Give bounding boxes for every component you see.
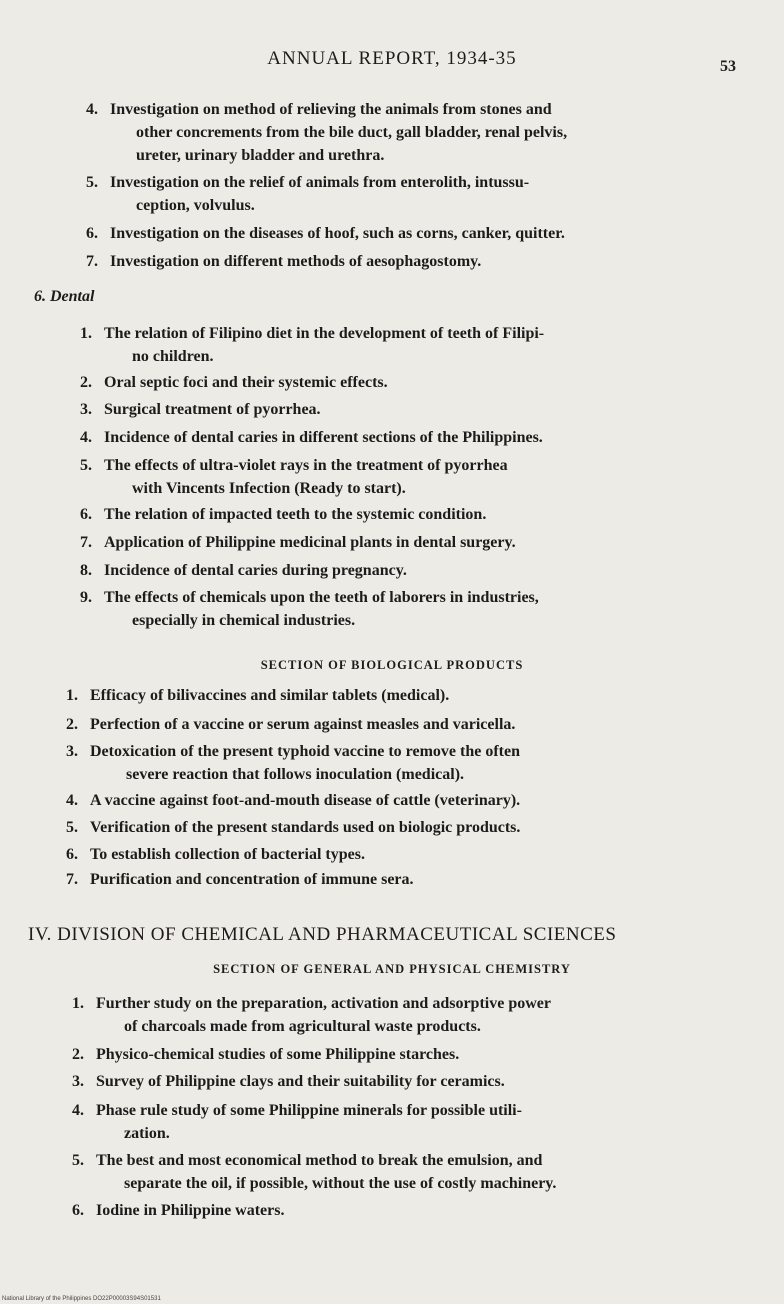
list-item: [72, 1070, 505, 1093]
item-text-line: A vaccine against foot-and-mouth disease of cattle (veterinary).: [90, 792, 521, 809]
page-number: 53: [720, 58, 736, 75]
item-text-line: Survey of Philippine clays and their suitability for ceramics.: [96, 1073, 505, 1090]
item-text-line: Investigation on the diseases of hoof, such as corns, canker, quitter.: [110, 225, 565, 242]
item-number: 7.: [66, 871, 78, 888]
item-text-line: Purification and concentration of immune sera.: [90, 871, 414, 888]
library-footer: National Library of the Philippines DO22P00003S94S01531: [2, 1296, 161, 1302]
item-text-line: Incidence of dental caries during pregnancy.: [104, 562, 407, 579]
item-number: 3.: [66, 743, 78, 760]
list-item: [80, 454, 508, 500]
item-number: 4.: [66, 792, 78, 809]
item-text-line: The effects of ultra-violet rays in the treatment of pyorrhea: [104, 457, 508, 474]
list-item: [86, 171, 529, 217]
item-number: 6.: [72, 1202, 84, 1219]
item-number: 6.: [86, 225, 98, 242]
item-text-line: ception, volvulus.: [136, 197, 255, 214]
item-number: 3.: [80, 401, 92, 418]
item-number: 7.: [80, 534, 92, 551]
item-number: 4.: [86, 101, 98, 118]
item-text-line: The effects of chemicals upon the teeth of laborers in industries,: [104, 589, 539, 606]
item-number: 1.: [80, 325, 92, 342]
item-text-line: with Vincents Infection (Ready to start).: [132, 480, 406, 497]
item-text-line: Further study on the preparation, activation and adsorptive power: [96, 995, 551, 1012]
item-text-line: Investigation on different methods of aesophagostomy.: [110, 253, 482, 270]
item-number: 5.: [72, 1152, 84, 1169]
item-number: 7.: [86, 253, 98, 270]
item-number: 2.: [66, 716, 78, 733]
item-text-line: Physico-chemical studies of some Philippine starches.: [96, 1046, 460, 1063]
running-header: ANNUAL REPORT, 1934-35: [267, 48, 517, 69]
item-text-line: severe reaction that follows inoculation (medical).: [126, 766, 465, 783]
list-item: [80, 322, 544, 368]
item-text-line: no children.: [132, 348, 214, 365]
item-text-line: of charcoals made from agricultural waste products.: [124, 1018, 481, 1035]
list-item: [66, 868, 414, 891]
item-text-line: Surgical treatment of pyorrhea.: [104, 401, 321, 418]
list-item: [86, 222, 565, 245]
item-text-line: Phase rule study of some Philippine minerals for possible utili-: [96, 1102, 522, 1119]
item-text-line: Detoxication of the present typhoid vaccine to remove the often: [90, 743, 520, 760]
item-number: 8.: [80, 562, 92, 579]
item-text-line: Incidence of dental caries in different sections of the Philippines.: [104, 429, 543, 446]
list-item: [72, 1199, 284, 1222]
list-item: [80, 398, 321, 421]
list-item: [66, 843, 365, 866]
item-text-line: Application of Philippine medicinal plants in dental surgery.: [104, 534, 516, 551]
item-number: 6.: [66, 846, 78, 863]
item-number: 2.: [72, 1046, 84, 1063]
item-text-line: Investigation on the relief of animals from enterolith, intussu-: [110, 174, 530, 191]
list-item: [80, 586, 539, 632]
item-number: 5.: [66, 819, 78, 836]
chemistry-section-title: SECTION OF GENERAL AND PHYSICAL CHEMISTRY: [213, 962, 571, 976]
list-item: [66, 684, 449, 707]
item-number: 2.: [80, 374, 92, 391]
list-item: [80, 503, 486, 526]
list-item: [72, 1149, 556, 1195]
item-number: 9.: [80, 589, 92, 606]
list-item: [66, 740, 520, 786]
list-item: [66, 713, 515, 736]
list-item: [80, 371, 388, 394]
item-number: 4.: [72, 1102, 84, 1119]
item-text-line: other concrements from the bile duct, gall bladder, renal pelvis,: [136, 124, 568, 141]
item-number: 6.: [80, 506, 92, 523]
list-item: [86, 98, 567, 167]
division-title: IV. DIVISION OF CHEMICAL AND PHARMACEUTICAL SCIENCES: [28, 924, 617, 945]
list-item: [66, 789, 520, 812]
item-text-line: zation.: [124, 1125, 170, 1142]
item-number: 1.: [66, 687, 78, 704]
list-item: [80, 426, 543, 449]
item-text-line: Verification of the present standards used on biologic products.: [90, 819, 521, 836]
list-item: [72, 992, 551, 1038]
item-text-line: separate the oil, if possible, without the use of costly machinery.: [124, 1175, 557, 1192]
list-item: [72, 1043, 459, 1066]
item-text-line: The best and most economical method to break the emulsion, and: [96, 1152, 543, 1169]
item-number: 5.: [86, 174, 98, 191]
item-text-line: Iodine in Philippine waters.: [96, 1202, 285, 1219]
item-text-line: ureter, urinary bladder and urethra.: [136, 147, 385, 164]
item-number: 3.: [72, 1073, 84, 1090]
biological-section-title: SECTION OF BIOLOGICAL PRODUCTS: [260, 658, 524, 672]
item-text-line: especially in chemical industries.: [132, 612, 356, 629]
item-text-line: Efficacy of bilivaccines and similar tablets (medical).: [90, 687, 450, 704]
item-text-line: Perfection of a vaccine or serum against measles and varicella.: [90, 716, 516, 733]
dental-heading: 6. Dental: [34, 288, 95, 305]
item-text-line: The relation of impacted teeth to the systemic condition.: [104, 506, 487, 523]
item-text-line: Oral septic foci and their systemic effects.: [104, 374, 388, 391]
item-number: 1.: [72, 995, 84, 1012]
item-number: 5.: [80, 457, 92, 474]
list-item: [86, 250, 481, 273]
list-item: [66, 816, 520, 839]
item-number: 4.: [80, 429, 92, 446]
list-item: [80, 559, 407, 582]
list-item: [72, 1099, 522, 1145]
item-text-line: Investigation on method of relieving the animals from stones and: [110, 101, 552, 118]
item-text-line: To establish collection of bacterial types.: [90, 846, 365, 863]
list-item: [80, 531, 516, 554]
item-text-line: The relation of Filipino diet in the development of teeth of Filipi-: [104, 325, 545, 342]
